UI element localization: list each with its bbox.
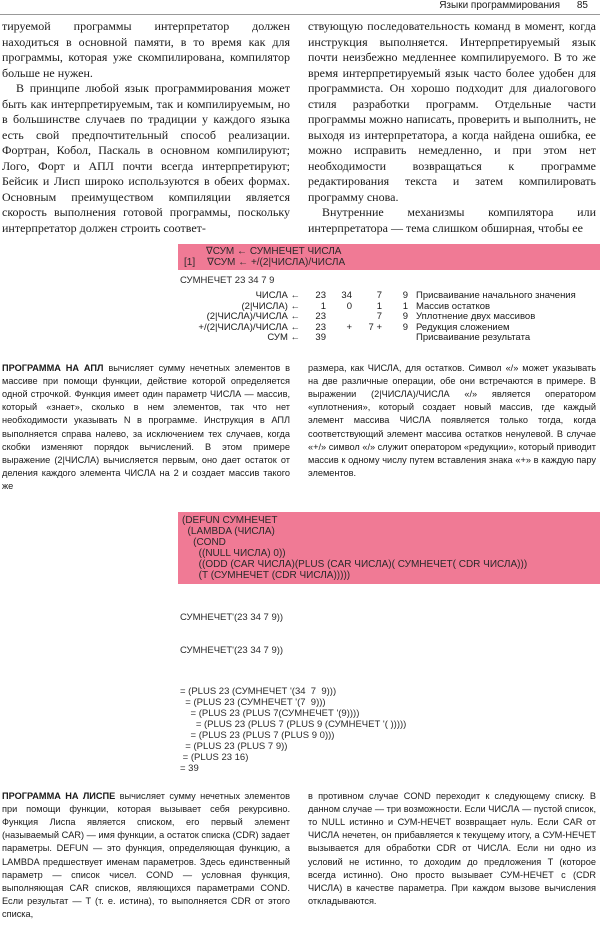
paragraph: тируемой программы интерпретатор должен находиться в основной памяти, в то время как для программы, которая уже скомпилирована, компилятор больше не нужен. [2,19,290,80]
apl-trace-table [180,291,600,344]
apl-value: 9 [402,290,408,301]
code-line: (LAMBDA (ЧИСЛА) [182,525,275,537]
apl-step-description: Массив остатков [416,300,491,312]
lisp-caption-left [2,790,290,922]
apl-line: ∇СУМ ← СУМНЕЧЕТ ЧИСЛА [206,246,342,257]
paragraph: Внутренние механизмы компилятора или интерпретатора — тема слишком обширная, чтобы ее [308,205,596,235]
apl-trace-row [180,291,580,302]
apl-expression: +/(2|ЧИСЛА)/ЧИСЛА ← [198,321,300,333]
apl-step-description: Присваивание результата [416,332,531,343]
apl-code-box [178,244,600,270]
apl-value: 23 [315,311,326,322]
code-line: = (PLUS 23 16) [180,751,249,763]
apl-expression: ЧИСЛА ← [255,290,300,301]
apl-value: 1 [320,300,326,312]
apl-expression: СУМ ← [267,332,300,343]
apl-value: 0 [346,300,352,312]
apl-value: 34 [341,290,352,301]
body-columns [0,15,600,236]
apl-value [356,333,386,344]
apl-trace-row [180,312,580,323]
apl-value: 9 [402,311,408,322]
apl-value: 7 + [368,321,382,333]
apl-step-description: Редукция сложением [416,321,510,333]
apl-call: СУМНЕЧЕТ 23 34 7 9 [180,275,275,286]
apl-value: + [346,321,352,333]
apl-trace-row [180,333,580,344]
apl-value: 39 [315,332,326,343]
apl-value [330,333,356,344]
apl-expression: (2|ЧИСЛА)/ЧИСЛА ← [206,311,300,322]
apl-caption-left [2,362,290,494]
code-line: = (PLUS 23 (PLUS 7 (PLUS 9 0))) [180,729,335,741]
body-column-right [308,19,596,236]
apl-value: 1 [402,300,408,312]
code-line: = (PLUS 23 (PLUS 7(СУМНЕЧЕТ '(9)))) [180,707,360,719]
code-line: (DEFUN СУМНЕЧЕТ [182,514,278,526]
apl-line: ∇СУМ ← +/(2|ЧИСЛА)/ЧИСЛА [207,257,346,268]
apl-caption [0,362,600,494]
apl-caption-right: размера, как ЧИСЛА, для остатков. Символ «/» может указывать на две различные операции, обе они встречаются в примере. В выражении (2|ЧИСЛА)/ЧИСЛА «/» является оператором «уплотнения», который создает новый массив, где каждый элемент массива ЧИСЛА появляется только тогда, когда соответствующий элемент массива остатков ненулевой. В случае «+/» символ «/» служит оператором «редукции», который приводит массив к одному числу путем вставления знака «+» в каждую пару элементов. [308,362,596,479]
lisp-call: СУМНЕЧЕТ'(23 34 7 9)) [180,644,284,656]
running-header [0,0,600,15]
apl-value: 23 [315,290,326,301]
code-line: = (PLUS 23 (PLUS 7 (PLUS 9 (СУМНЕЧЕТ '( ))))) [180,718,407,730]
apl-value: 7 [376,290,382,301]
code-line: = (PLUS 23 (PLUS 7 9)) [180,740,288,752]
apl-step-description: Присваивание начального значения [416,290,576,301]
code-line: = (PLUS 23 (СУМНЕЧЕТ '(34 7 9))) [180,685,337,697]
apl-step-description: Уплотнение двух массивов [416,311,536,322]
code-line: (COND [182,536,226,548]
lisp-caption [0,790,600,926]
code-line: (T (СУМНЕЧЕТ (CDR ЧИСЛА))))) [182,569,351,581]
body-column-left [2,19,290,236]
lisp-code-box [178,512,600,584]
caption-title: ПРОГРАММА НА ЛИСПЕ [2,790,116,801]
apl-expression: (2|ЧИСЛА) ← [241,300,300,312]
caption-text: вычисляет сумму нечетных элементов при помощи функции, которая вызывает себя рекурсивно. Функция Лиспа является списком, его первый элемент (называемый CAR) — имя функции, а остаток списка (CDR) задает параметры. DEFUN — это функция, определяющая функцию, а LAMBDA предшествует именам параметров. Здесь единственный параметр — список чисел. COND — условная функция, выполняющая CAR списков, являющихся параметрами COND. Если результат — T (т. е. истина), то выполняется CDR от этого списка, [2,790,291,920]
apl-value [386,333,412,344]
apl-value: 1 [376,300,382,312]
chapter-title: Языки программирования [439,0,560,11]
apl-value [330,312,356,323]
apl-line-number: [1] [184,257,196,268]
paragraph: ствующую последовательность команд в момент, когда инструкция выполняется. Интерпретируемый язык почти неизбежно медленнее компилируемого. В то же время интерпретируемый язык часто более удобен для программиста. Он хорошо подходит для диалогового стиля разработки программ. Отдельные части программы можно написать, проверить и выполнить, не выходя из интерпретатора, а когда найдена ошибка, ее можно исправить немедленно, и при этом нет необходимости возвращаться к программе редактирования текста и затем компилировать программу снова. [308,19,596,204]
paragraph: В принципе любой язык программирования может быть как интерпретируемым, так и компилируемым, но в большинстве случаев по традиции у каждого языка есть свой предпочтительный способ реализации. Фортран, Кобол, Паскаль в основном компилируют; Лого, Форт и АПЛ почти всегда интерпретируют; Бейсик и Лисп широко используются в обеих формах. Основным преимуществом компиляции является скорость выполнения готовой программы, поскольку интерпретатор должен строить соответ- [2,81,290,235]
apl-value: 7 [376,311,382,322]
lisp-trace [180,686,600,774]
code-line: ((NULL ЧИСЛА) 0)) [182,547,286,559]
apl-value: 9 [402,321,408,333]
lisp-call: СУМНЕЧЕТ'(23 34 7 9)) [180,611,284,623]
lisp-calls [180,590,600,678]
caption-title: ПРОГРАММА НА АПЛ [2,362,104,373]
code-line: ((ODD (CAR ЧИСЛА)(PLUS (CAR ЧИСЛА)( СУМНЕЧЕТ( CDR ЧИСЛА))) [182,558,528,570]
caption-text: вычисляет сумму нечетных элементов в массиве при помощи функции, действие которой определяется одной строчкой. Функция имеет один параметр ЧИСЛА — массив, который «знает», сколько в нем элементов, так что нет необходимости указывать N в программе. Инструкция в АПЛ выполняется справа налево, за исключением тех случаев, когда скобки изменяют порядок вычислений. В этом примере выражение (2|ЧИСЛА) вычисляется первым, оно дает остаток от деления каждого элемента ЧИСЛА на 2 и создает массив такого же [2,362,290,492]
lisp-caption-right: в противном случае COND переходит к следующему списку. В данном случае — три возможности. Если ЧИСЛА — пустой список, то NULL истинно и СУМ-НЕЧЕТ возвращает нуль. Если CAR от ЧИСЛА нечетен, он прибавляется к текущему итогу, а СУМ-НЕЧЕТ вызывается для обработки CDR от ЧИСЛА. Если ни одно из условий не истинно, то доходим до предложения T (которое всегда истинно). Оно просто вызывает СУМ-НЕЧЕТ с (CDR ЧИСЛА) в качестве параметра. При каждом вызове вычисления откладываются. [308,790,596,907]
code-line: = (PLUS 23 (СУМНЕЧЕТ '(7 9))) [180,696,326,708]
page-number: 85 [576,0,588,11]
code-line: = 39 [180,762,199,774]
apl-value: 23 [315,321,326,333]
